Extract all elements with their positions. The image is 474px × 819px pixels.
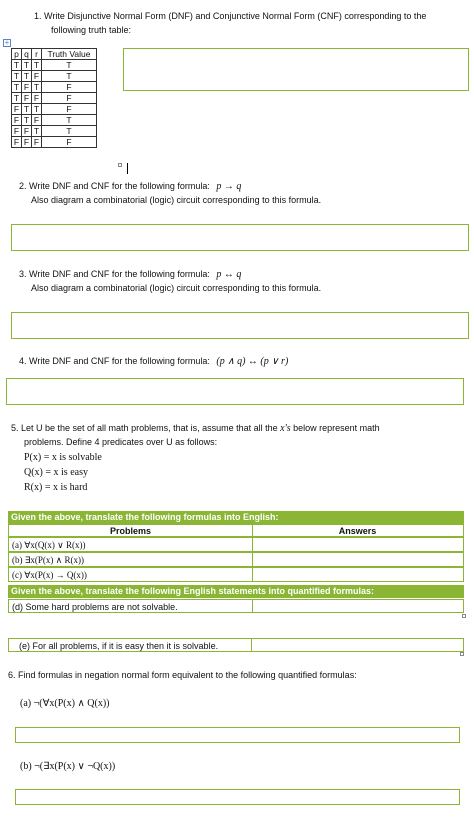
truth-table-header: p (12, 49, 22, 60)
table-cell: F (12, 104, 22, 115)
q3-formula: p ↔ q (216, 269, 242, 280)
table-row (12, 93, 97, 104)
truth-table-header: q (22, 49, 32, 60)
q4-formula: (p ∧ q) ↔ (p ∨ r) (216, 356, 289, 367)
table-cell: F (32, 71, 42, 82)
table-row (12, 115, 97, 126)
table-cell: T (12, 93, 22, 104)
table-resize-handle-icon[interactable] (118, 163, 122, 167)
table-cell: T (32, 104, 42, 115)
truth-table-header: r (32, 49, 42, 60)
q5-item-e: (e) For all problems, if it is easy then it is solvable. (19, 641, 219, 651)
table-cell: F (22, 126, 32, 137)
q6-answer-box-a[interactable] (15, 727, 460, 743)
q2-line2: Also diagram a combinatorial (logic) circuit corresponding to this formula. (31, 195, 322, 205)
table-cell: T (32, 82, 42, 93)
q5-row-c (8, 567, 464, 582)
table-cell: T (42, 115, 97, 126)
q6-answer-box-b[interactable] (15, 789, 460, 805)
q5-pred-r: R(x) = x is hard (24, 482, 88, 493)
table-cell: F (22, 137, 32, 148)
q5-row-d (8, 599, 464, 613)
q1-line1: 1. Write Disjunctive Normal Form (DNF) and Conjunctive Normal Form (CNF) corresponding to the (34, 11, 427, 21)
q3-answer-box[interactable] (11, 312, 469, 339)
q5-row-e (8, 638, 464, 652)
col-problems: Problems (109, 526, 151, 536)
q2-answer-box[interactable] (11, 224, 469, 251)
table-resize-handle-icon[interactable] (462, 614, 466, 618)
table-row (12, 60, 97, 71)
q6-item-b: (b) ¬(∃x(P(x) ∨ ¬Q(x)) (20, 761, 116, 772)
truth-table-header: Truth Value (42, 49, 97, 60)
q5-text-b: below represent math (293, 423, 380, 433)
table-cell: T (22, 115, 32, 126)
q5-answer-c[interactable] (254, 568, 462, 580)
table-cell: T (32, 60, 42, 71)
q5-item-a: (a) ∀x(Q(x) ∨ R(x)) (12, 540, 86, 550)
table-row (12, 126, 97, 137)
table-cell: T (12, 60, 22, 71)
table-cell: F (32, 115, 42, 126)
q6-line1: 6. Find formulas in negation normal form equivalent to the following quantified formulas: (8, 670, 357, 680)
q5-answer-a[interactable] (254, 538, 462, 550)
table-cell: T (42, 60, 97, 71)
table-cell: T (12, 82, 22, 93)
q2-formula: p → q (216, 181, 242, 192)
q4-line1 (19, 355, 288, 368)
q5-answer-e[interactable] (253, 639, 461, 651)
table-cell: F (42, 137, 97, 148)
table-row (12, 82, 97, 93)
table-cell: T (42, 71, 97, 82)
q5-item-c: (c) ∀x(P(x) → Q(x)) (12, 570, 87, 580)
table-cell: T (12, 71, 22, 82)
table-cell: T (42, 126, 97, 137)
q5-xs: x's (280, 423, 291, 434)
q5-answer-b[interactable] (254, 553, 462, 565)
table-cell: F (42, 104, 97, 115)
table-cell: F (42, 93, 97, 104)
table-cell: F (22, 93, 32, 104)
q5-column-headers (8, 524, 464, 537)
q1-line2: following truth table: (51, 25, 132, 35)
table-cell: T (22, 104, 32, 115)
q5-row-a (8, 537, 464, 552)
table-cell: F (12, 115, 22, 126)
table-cell: T (22, 71, 32, 82)
q5-line1 (11, 422, 380, 435)
truth-table (11, 48, 97, 148)
q5-answer-d[interactable] (254, 600, 462, 612)
q6-item-a: (a) ¬(∀x(P(x) ∧ Q(x)) (20, 698, 110, 709)
q5-pred-p: P(x) = x is solvable (24, 452, 102, 463)
q1-answer-box[interactable] (123, 48, 469, 91)
table-resize-handle-icon[interactable] (460, 652, 464, 656)
table-cell: F (12, 126, 22, 137)
q5-item-d: (d) Some hard problems are not solvable. (12, 602, 178, 612)
table-cell: T (32, 126, 42, 137)
table-cell: F (32, 93, 42, 104)
table-cell: F (22, 82, 32, 93)
table-row (12, 137, 97, 148)
q3-text: 3. Write DNF and CNF for the following formula: (19, 269, 210, 279)
table-move-handle-icon[interactable]: + (4, 38, 10, 47)
q3-line2: Also diagram a combinatorial (logic) circuit corresponding to this formula. (31, 283, 322, 293)
table-cell: F (32, 137, 42, 148)
q2-line1 (19, 180, 241, 193)
table-row (12, 104, 97, 115)
q5-row-b (8, 552, 464, 567)
q4-answer-box[interactable] (6, 378, 464, 405)
table-cell: F (42, 82, 97, 93)
q2-text: 2. Write DNF and CNF for the following formula: (19, 181, 210, 191)
q5-item-b: (b) ∃x(P(x) ∧ R(x)) (12, 555, 85, 565)
q3-line1 (19, 268, 241, 281)
q5-text-a: 5. Let U be the set of all math problems, that is, assume that all the (11, 423, 278, 433)
text-cursor (127, 163, 128, 174)
q5-header-2: Given the above, translate the following English statements into quantified formulas: (8, 585, 464, 598)
table-row (12, 71, 97, 82)
table-cell: F (12, 137, 22, 148)
q5-pred-q: Q(x) = x is easy (24, 467, 88, 478)
table-cell: T (22, 60, 32, 71)
q5-header-1: Given the above, translate the following formulas into English: (8, 511, 464, 524)
q5-line2: problems. Define 4 predicates over U as follows: (24, 437, 218, 447)
col-answers: Answers (338, 526, 377, 536)
q4-text: 4. Write DNF and CNF for the following formula: (19, 356, 210, 366)
